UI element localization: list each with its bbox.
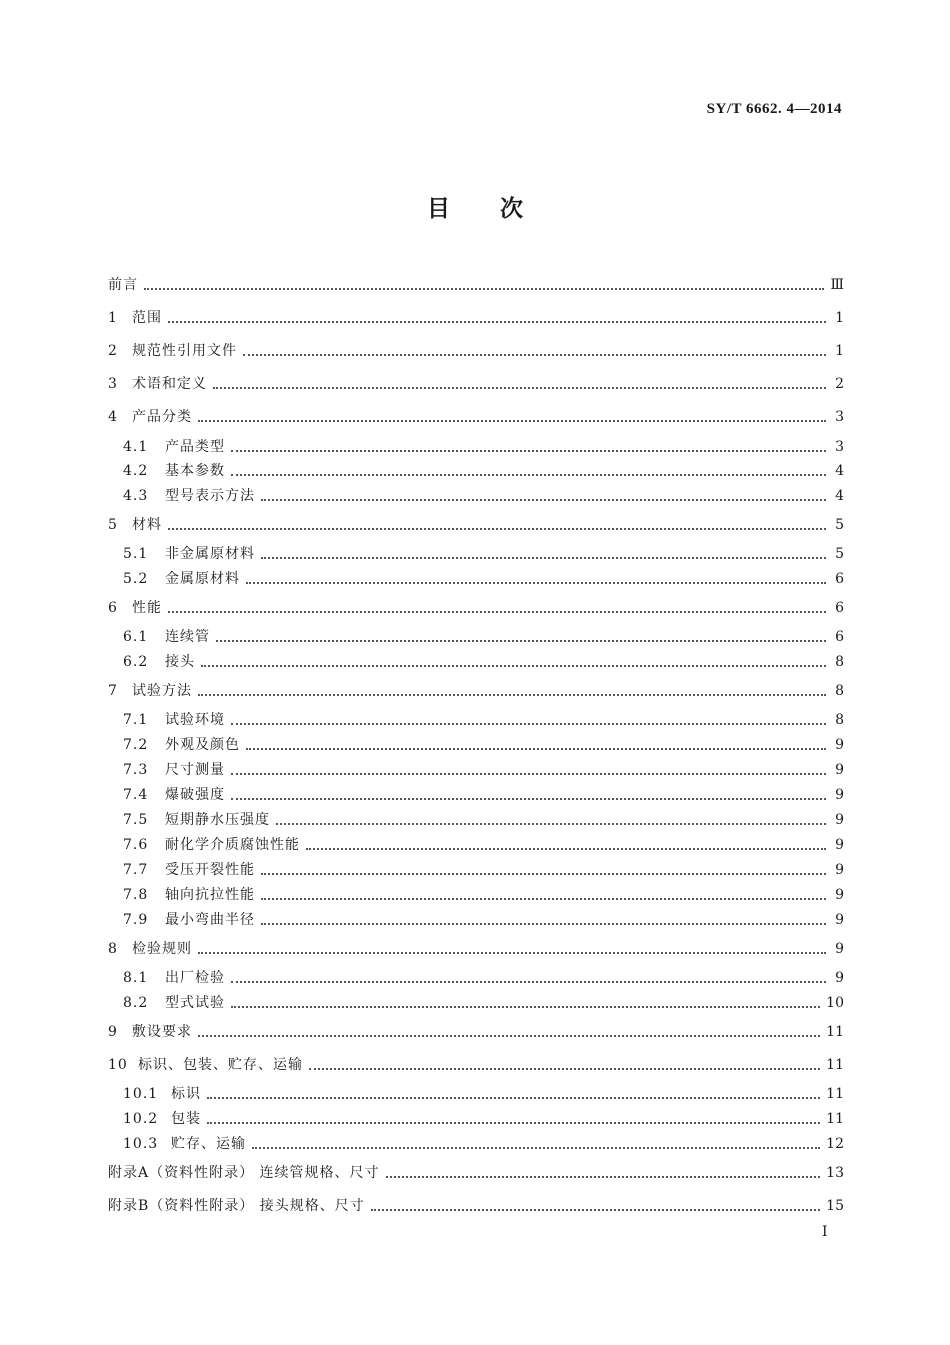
toc-entry-number: 7.5	[123, 812, 149, 828]
toc-entry-text: 标识、包装、贮存、运输	[138, 1057, 303, 1073]
toc-entry-label	[108, 487, 255, 505]
dot-leader	[144, 288, 824, 290]
toc-entry-text: 贮存、运输	[171, 1136, 246, 1152]
toc-entry-label	[108, 462, 225, 480]
dot-leader	[201, 665, 826, 667]
toc-entry-label	[108, 711, 225, 729]
toc-entry-text: 型式试验	[165, 995, 225, 1011]
toc-entry-page: 9	[835, 887, 844, 903]
toc-entry[interactable]	[108, 1052, 844, 1074]
footer-page-number: Ⅰ	[822, 1224, 828, 1240]
toc-entry-label	[108, 940, 192, 958]
toc-entry-number: 10.3	[123, 1136, 159, 1152]
toc-entry-label	[108, 628, 210, 646]
toc-entry-number: 7	[108, 683, 118, 699]
dot-leader	[216, 640, 826, 642]
toc-entry-text: 材料	[132, 517, 162, 533]
dot-leader	[371, 1209, 820, 1211]
toc-entry-label	[108, 408, 192, 426]
toc-entry-page: 3	[835, 409, 844, 425]
toc-entry[interactable]	[108, 965, 844, 987]
dot-leader	[306, 848, 826, 850]
toc-entry[interactable]	[108, 832, 844, 854]
toc-entry-number: 10.1	[123, 1086, 159, 1102]
dot-leader	[207, 1122, 820, 1124]
toc-entry[interactable]	[108, 404, 844, 426]
toc-entry-text: 检验规则	[132, 941, 192, 957]
dot-leader	[261, 873, 826, 875]
toc-entry[interactable]	[108, 782, 844, 804]
toc-entry-page: 13	[826, 1165, 844, 1181]
toc-entry-text: 包装	[171, 1111, 201, 1127]
toc-entry-number: 6.2	[123, 654, 149, 670]
toc-entry-number: 7.2	[123, 737, 149, 753]
toc-entry-label	[108, 994, 225, 1012]
dot-leader	[168, 528, 826, 530]
toc-entry-number: 2	[108, 343, 118, 359]
toc-entry[interactable]	[108, 678, 844, 700]
dot-leader	[231, 981, 826, 983]
toc-entry-label	[108, 1197, 365, 1215]
dot-leader	[198, 1035, 820, 1037]
toc-entry-text: 耐化学介质腐蚀性能	[165, 837, 300, 853]
toc-entry-page: 4	[835, 463, 844, 479]
toc-entry[interactable]	[108, 1081, 844, 1103]
toc-entry-label	[108, 682, 192, 700]
toc-entry-page: 11	[826, 1024, 844, 1040]
toc-entry-text: 最小弯曲半径	[165, 912, 255, 928]
dot-leader	[386, 1176, 821, 1178]
toc-entry[interactable]	[108, 907, 844, 929]
toc-entry-page: 2	[835, 376, 844, 392]
toc-entry-text: 受压开裂性能	[165, 862, 255, 878]
dot-leader	[198, 420, 826, 422]
page-title: 目次	[427, 196, 573, 222]
toc-entry-page: 12	[826, 1136, 844, 1152]
toc-entry-text: 出厂检验	[165, 970, 225, 986]
dot-leader	[168, 321, 826, 323]
toc-entry-text: 非金属原材料	[165, 546, 255, 562]
toc-entry[interactable]	[108, 541, 844, 563]
toc-entry-page: 9	[835, 787, 844, 803]
toc-entry-text: 规范性引用文件	[132, 343, 237, 359]
toc-entry-page: Ⅲ	[830, 277, 844, 293]
dot-leader	[309, 1068, 820, 1070]
toc-entry[interactable]	[108, 990, 844, 1012]
toc-entry-text: 试验方法	[132, 683, 192, 699]
toc-entry-label	[108, 886, 255, 904]
toc-entry-page: 1	[835, 310, 844, 326]
toc-entry-text: 基本参数	[165, 463, 225, 479]
toc-entry[interactable]	[108, 1193, 844, 1215]
toc-entry-number: 7.7	[123, 862, 149, 878]
toc-entry[interactable]	[108, 757, 844, 779]
toc-entry-text: 产品类型	[165, 439, 225, 455]
toc-entry[interactable]	[108, 1019, 844, 1041]
toc-entry-label	[108, 761, 225, 779]
toc-entry[interactable]	[108, 857, 844, 879]
toc-entry-label	[108, 736, 240, 754]
dot-leader	[231, 450, 826, 452]
toc-entry-label	[108, 653, 195, 671]
toc-entry-page: 5	[835, 546, 844, 562]
toc-entry[interactable]	[108, 936, 844, 958]
toc-entry-number: 7.6	[123, 837, 149, 853]
toc-entry-page: 6	[835, 571, 844, 587]
toc-entry-label	[108, 1056, 303, 1074]
toc-entry-number: 4	[108, 409, 118, 425]
toc-entry-text: 术语和定义	[132, 376, 207, 392]
toc-entry-number: 9	[108, 1024, 118, 1040]
toc-entry[interactable]	[108, 512, 844, 534]
toc-entry-page: 9	[835, 970, 844, 986]
toc-entry[interactable]	[108, 1160, 844, 1182]
dot-leader	[261, 557, 826, 559]
toc-entry-page: 5	[835, 517, 844, 533]
toc-entry-label	[108, 276, 138, 294]
toc-entry-number: 8	[108, 941, 118, 957]
toc-entry-text: 性能	[132, 600, 162, 616]
toc-entry[interactable]	[108, 338, 844, 360]
toc-entry-text: 标识	[171, 1086, 201, 1102]
toc-entry[interactable]	[108, 595, 844, 617]
toc-entry-number: 7.3	[123, 762, 149, 778]
dot-leader	[231, 723, 826, 725]
toc-entry-number: 8.1	[123, 970, 149, 986]
dot-leader	[231, 773, 826, 775]
toc-entry[interactable]	[108, 1106, 844, 1128]
toc-entry-label	[108, 1023, 192, 1041]
toc-entry-page: 9	[835, 837, 844, 853]
toc-entry-page: 9	[835, 812, 844, 828]
dot-leader	[231, 798, 826, 800]
toc-entry-text: 敷设要求	[132, 1024, 192, 1040]
toc-entry-text: 短期静水压强度	[165, 812, 270, 828]
toc-entry-label	[108, 570, 240, 588]
toc-entry-page: 10	[826, 995, 844, 1011]
toc-entry-label	[108, 811, 270, 829]
toc-entry-text: 爆破强度	[165, 787, 225, 803]
toc-entry-text: 前言	[108, 277, 138, 293]
toc-entry[interactable]	[108, 707, 844, 729]
toc-entry-text: 范围	[132, 310, 162, 326]
toc-entry[interactable]	[108, 624, 844, 646]
toc-entry[interactable]	[108, 434, 844, 456]
toc-entry-number: 7.1	[123, 712, 149, 728]
toc-entry[interactable]	[108, 566, 844, 588]
toc-entry-label	[108, 969, 225, 987]
toc-entry-label	[108, 516, 162, 534]
toc-entry-number: 5	[108, 517, 118, 533]
toc-entry-number: 4.2	[123, 463, 149, 479]
toc-entry[interactable]	[108, 371, 844, 393]
dot-leader	[213, 387, 826, 389]
toc-entry-page: 8	[835, 654, 844, 670]
toc-entry-number: 6	[108, 600, 118, 616]
toc-entry-label	[108, 911, 255, 929]
toc-entry-page: 9	[835, 762, 844, 778]
toc-entry-text: 尺寸测量	[165, 762, 225, 778]
toc-entry-page: 3	[835, 439, 844, 455]
toc-entry[interactable]	[108, 882, 844, 904]
toc-entry-page: 11	[826, 1057, 844, 1073]
toc-entry-page: 9	[835, 862, 844, 878]
dot-leader	[198, 952, 826, 954]
toc-entry-number: 8.2	[123, 995, 149, 1011]
toc-entry-label	[108, 599, 162, 617]
toc-entry-number: 10	[108, 1057, 128, 1073]
toc-entry-number: 7.9	[123, 912, 149, 928]
toc-entry-page: 11	[826, 1086, 844, 1102]
toc-entry-label	[108, 1110, 201, 1128]
dot-leader	[261, 898, 826, 900]
toc-entry[interactable]	[108, 483, 844, 505]
toc-entry-page: 8	[835, 712, 844, 728]
toc-entry-number: 10.2	[123, 1111, 159, 1127]
toc-entry-page: 4	[835, 488, 844, 504]
toc-entry-page: 9	[835, 941, 844, 957]
dot-leader	[246, 582, 826, 584]
dot-leader	[168, 611, 826, 613]
toc-entry-label	[108, 375, 207, 393]
toc-entry-page: 1	[835, 343, 844, 359]
dot-leader	[261, 499, 826, 501]
toc-entry[interactable]	[108, 1131, 844, 1153]
toc-entry-text: 轴向抗拉性能	[165, 887, 255, 903]
toc-entry[interactable]	[108, 807, 844, 829]
toc-entry-label	[108, 342, 237, 360]
toc-entry-text: 产品分类	[132, 409, 192, 425]
toc-entry-label	[108, 309, 162, 327]
toc-entry-text: 连续管	[165, 629, 210, 645]
dot-leader	[231, 474, 826, 476]
toc-entry[interactable]	[108, 305, 844, 327]
dot-leader	[276, 823, 826, 825]
toc-entry-page: 6	[835, 629, 844, 645]
toc-entry-label	[108, 1135, 246, 1153]
toc-entry-text: 型号表示方法	[165, 488, 255, 504]
toc-entry-number: 4.1	[123, 439, 149, 455]
toc-entry-number: 5.1	[123, 546, 149, 562]
toc-entry-label	[108, 438, 225, 456]
toc-entry-text: 附录B（资料性附录） 接头规格、尺寸	[108, 1198, 365, 1214]
table-of-contents	[108, 0, 844, 1345]
toc-entry-label	[108, 1085, 201, 1103]
toc-entry[interactable]	[108, 272, 844, 294]
toc-entry-page: 11	[826, 1111, 844, 1127]
toc-entry[interactable]	[108, 458, 844, 480]
toc-entry-label	[108, 836, 300, 854]
toc-entry-number: 5.2	[123, 571, 149, 587]
toc-entry-number: 3	[108, 376, 118, 392]
toc-entry-page: 9	[835, 737, 844, 753]
toc-entry-number: 4.3	[123, 488, 149, 504]
dot-leader	[252, 1147, 820, 1149]
dot-leader	[243, 354, 826, 356]
toc-entry-text: 试验环境	[165, 712, 225, 728]
toc-entry-text: 附录A（资料性附录） 连续管规格、尺寸	[108, 1165, 380, 1181]
toc-entry-label	[108, 1164, 380, 1182]
toc-entry-page: 8	[835, 683, 844, 699]
toc-entry-page: 15	[826, 1198, 844, 1214]
dot-leader	[207, 1097, 820, 1099]
toc-entry-label	[108, 786, 225, 804]
toc-entry-number: 1	[108, 310, 118, 326]
toc-entry-number: 7.4	[123, 787, 149, 803]
dot-leader	[261, 923, 826, 925]
toc-entry-text: 接头	[165, 654, 195, 670]
toc-entry[interactable]	[108, 732, 844, 754]
dot-leader	[246, 748, 826, 750]
toc-entry-page: 9	[835, 912, 844, 928]
toc-entry-number: 6.1	[123, 629, 149, 645]
toc-entry-label	[108, 861, 255, 879]
dot-leader	[231, 1006, 820, 1008]
toc-entry-page: 6	[835, 600, 844, 616]
standard-number: SY/T 6662. 4—2014	[706, 101, 842, 117]
dot-leader	[198, 694, 826, 696]
toc-entry-text: 金属原材料	[165, 571, 240, 587]
toc-entry-text: 外观及颜色	[165, 737, 240, 753]
toc-entry-label	[108, 545, 255, 563]
toc-entry[interactable]	[108, 649, 844, 671]
toc-entry-number: 7.8	[123, 887, 149, 903]
